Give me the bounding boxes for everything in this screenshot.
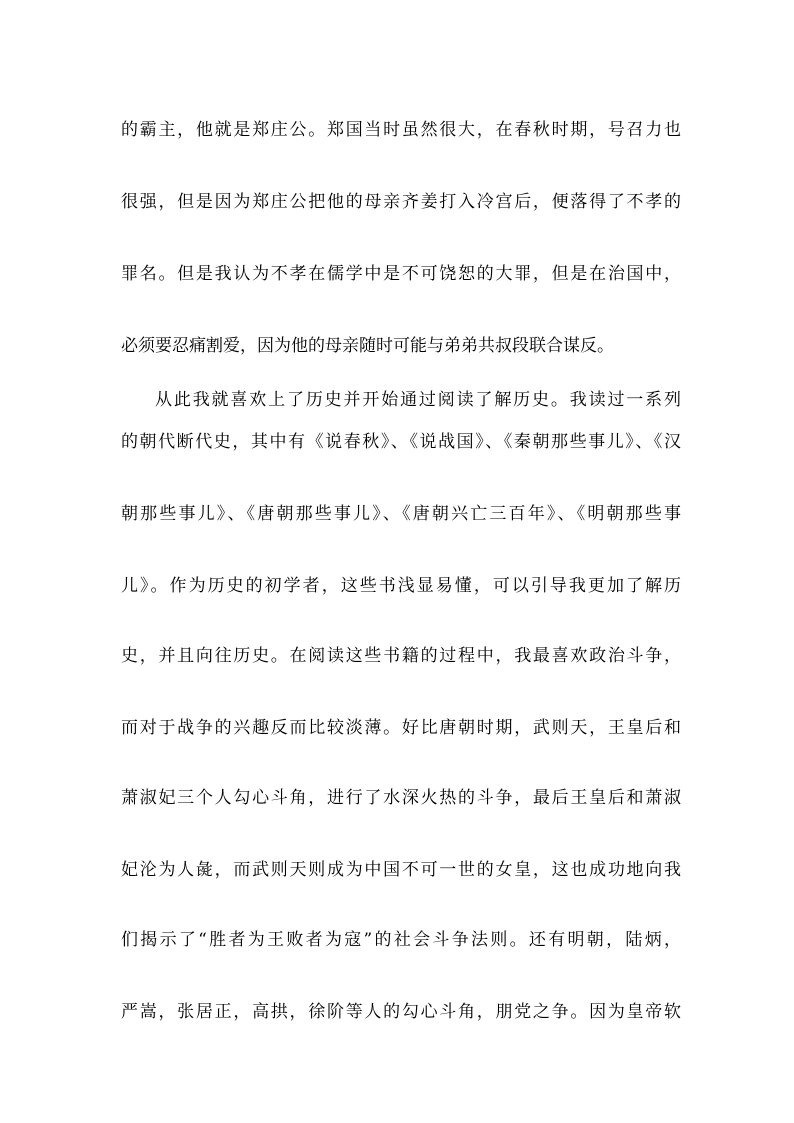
paragraph-line: 儿》。作为历史的初学者，这些书浅显易懂，可以引导我更加了解历 (121, 576, 681, 596)
paragraph-line: 们揭示了“胜者为王败者为寇”的社会斗争法则。还有明朝，陆炳， (121, 930, 681, 950)
paragraph-line: 的朝代断代史，其中有《说春秋》、《说战国》、《秦朝那些事儿》、《汉 (121, 432, 681, 452)
paragraph-line: 而对于战争的兴趣反而比较淡薄。好比唐朝时期，武则天，王皇后和 (121, 718, 681, 738)
paragraph-line: 妃沦为人彘，而武则天则成为中国不可一世的女皇，这也成功地向我 (121, 860, 681, 880)
paragraph-line: 必须要忍痛割爱，因为他的母亲随时可能与弟弟共叔段联合谋反。 (121, 336, 614, 356)
paragraph-line: 朝那些事儿》、《唐朝那些事儿》、《唐朝兴亡三百年》、《明朝那些事 (121, 504, 681, 524)
paragraph-line: 史，并且向往历史。在阅读这些书籍的过程中，我最喜欢政治斗争， (121, 646, 681, 666)
paragraph-line: 罪名。但是我认为不孝在儒学中是不可饶恕的大罪，但是在治国中， (121, 264, 681, 284)
paragraph-line: 萧淑妃三个人勾心斗角，进行了水深火热的斗争，最后王皇后和萧淑 (121, 788, 681, 808)
paragraph-line: 从此我就喜欢上了历史并开始通过阅读了解历史。我读过一系列 (155, 390, 681, 410)
paragraph-line: 的霸主，他就是郑庄公。郑国当时虽然很大，在春秋时期，号召力也 (121, 120, 681, 140)
paragraph-line: 严嵩，张居正，高拱，徐阶等人的勾心斗角，朋党之争。因为皇帝软 (121, 1002, 681, 1022)
paragraph-line: 很强，但是因为郑庄公把他的母亲齐姜打入冷宫后，便落得了不孝的 (121, 192, 681, 212)
